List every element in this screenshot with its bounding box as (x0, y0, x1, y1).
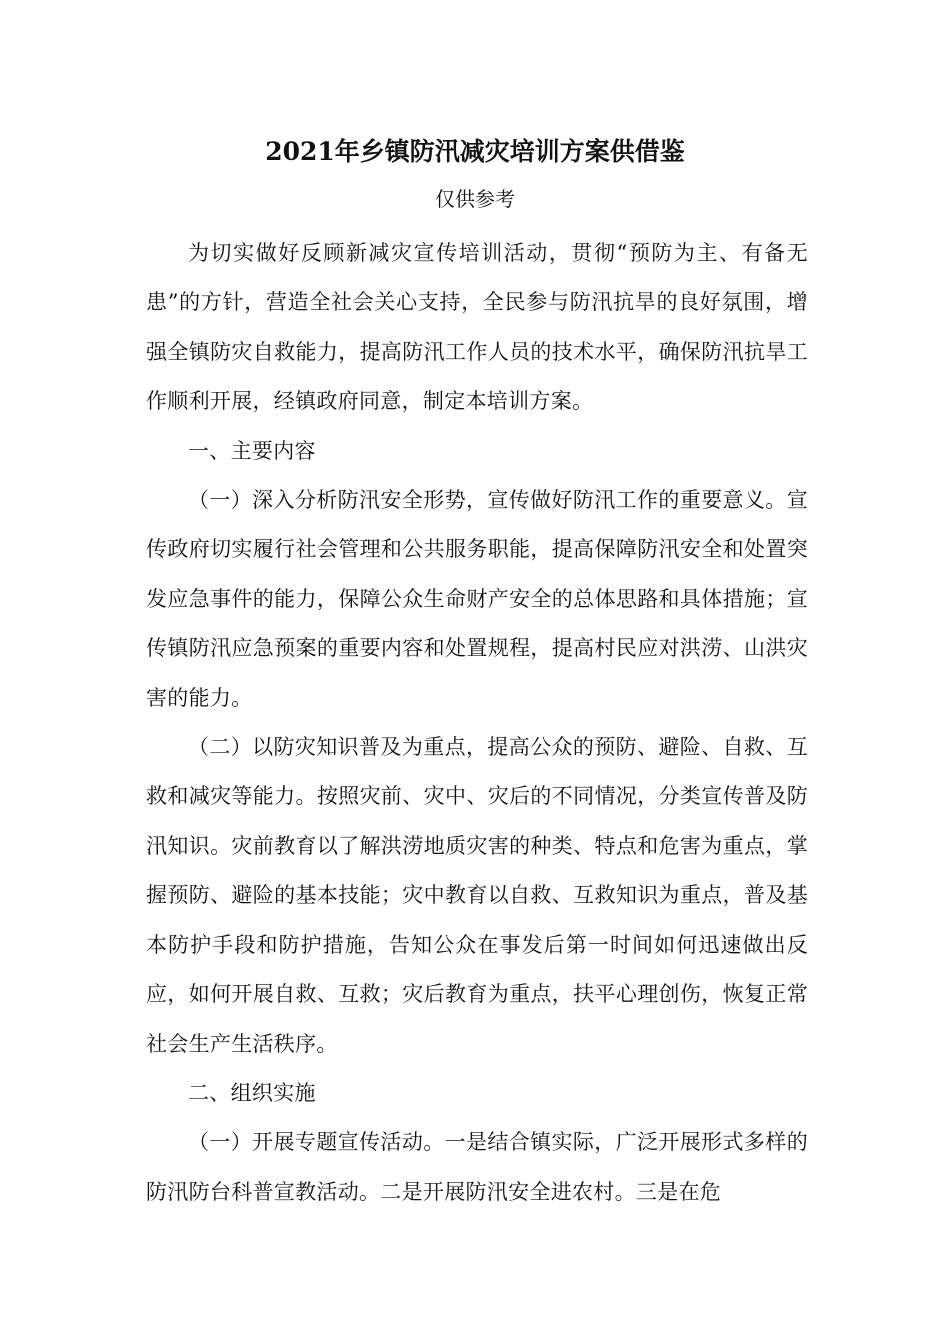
section-heading-main-content: 一、主要内容 (188, 438, 316, 463)
document-title: 2021年乡镇防汛减灾培训方案供借鉴 (265, 137, 685, 166)
paragraph-item-3: （一）开展专题宣传活动。一是结合镇实际，广泛开展形式多样的防汛防台科普宣教活动。二是开展防汛安全进农村。三是在危 (146, 1130, 808, 1204)
document-body (146, 229, 808, 1217)
section-heading-organization: 二、组织实施 (188, 1080, 316, 1105)
paragraph-item-1: （一）深入分析防汛安全形势，宣传做好防汛工作的重要意义。宣传政府切实履行社会管理和公共服务职能，提高保障防汛安全和处置突发应急事件的能力，保障公众生命财产安全的总体思路和具体措施；宣传镇防汛应急预案的重要内容和处置规程，提高村民应对洪涝、山洪灾害的能力。 (146, 488, 808, 710)
intro-paragraph: 为切实做好反顾新减灾宣传培训活动，贯彻“预防为主、有备无患”的方针，营造全社会关心支持，全民参与防汛抗旱的良好氛围，增强全镇防灾自救能力，提高防汛工作人员的技术水平，确保防汛抗旱工作顺利开展，经镇政府同意，制定本培训方案。 (146, 241, 808, 414)
document-subtitle: 仅供参考 (435, 187, 515, 211)
paragraph-item-2: （二）以防灾知识普及为重点，提高公众的预防、避险、自救、互救和减灾等能力。按照灾前、灾中、灾后的不同情况，分类宣传普及防汛知识。灾前教育以了解洪涝地质灾害的种类、特点和危害为重点，掌握预防、避险的基本技能；灾中教育以自救、互救知识为重点，普及基本防护手段和防护措施，告知公众在事发后第一时间如何迅速做出反应，如何开展自救、互救；灾后教育为重点，扶平心理创伤，恢复正常社会生产生活秩序。 (146, 735, 808, 1056)
